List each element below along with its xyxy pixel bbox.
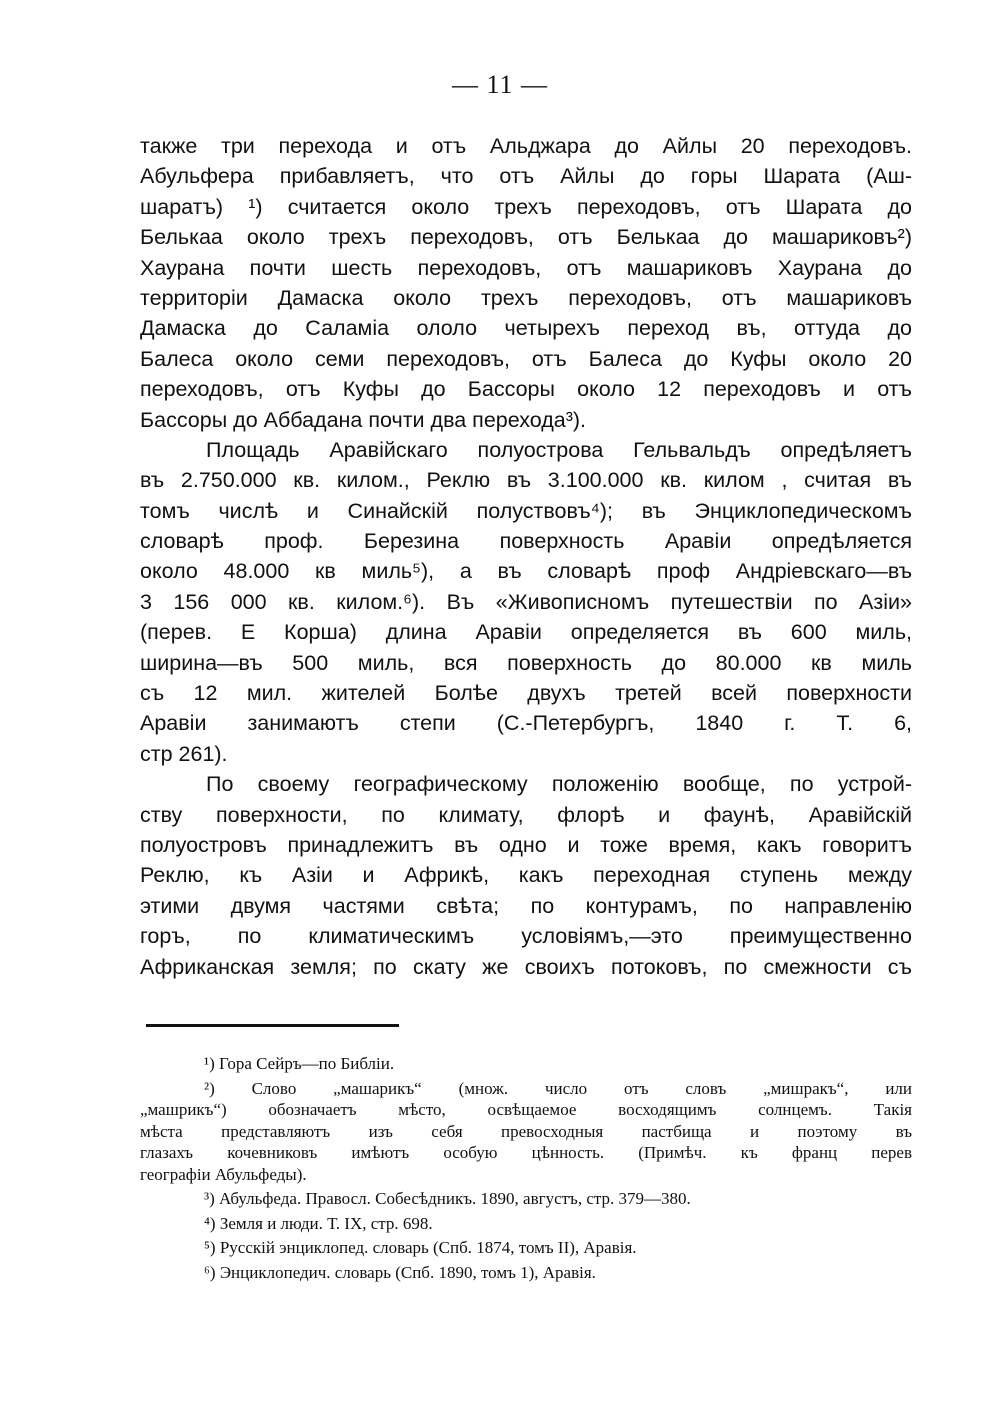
body-line: Бассоры до Аббадана почти два перехода³). [140,407,587,432]
body-line: около 48.000 кв миль⁵), а въ словарѣ проф Андріевскаго—въ [140,559,912,584]
body-line: стр 261). [140,741,228,766]
body-line: этими двумя частями свѣта; по контурамъ, по направленію [140,893,912,918]
body-line: территоріи Дамаска около трехъ переходовъ, отъ машариковъ [140,285,912,310]
body-line: въ 2.750.000 кв. килом., Реклю въ 3.100.000 кв. килом , считая въ [140,468,912,493]
body-line: Реклю, къ Азіи и Африкѣ, какъ переходная ступень между [140,863,912,888]
footnote-line: ⁶) Энциклопедич. словарь (Спб. 1890, томъ 1), Аравія. [204,1262,596,1282]
footnote-line: ²) Слово „машарикъ“ (множ. число отъ словъ „мишракъ“, или [204,1078,912,1098]
body-line: горъ, по климатическимъ условіямъ,—это преимущественно [140,924,912,949]
body-line: Аравіи занимаютъ степи (С.-Петербургъ, 1840 г. Т. 6, [140,711,912,736]
footnote-line: мѣста представляютъ изъ себя превосходныя пастбища и поэтому въ [140,1121,912,1141]
body-line: Дамаска до Саламіа ололо четырехъ переход въ, оттуда до [140,316,912,341]
body-line: полуостровъ принадлежитъ въ одно и тоже время, какъ говоритъ [140,832,912,857]
footnote-line: „машрикъ“) обозначаетъ мѣсто, освѣщаемое восходящимъ солнцемъ. Такія [140,1100,912,1119]
footnote-line: ³) Абульфеда. Правосл. Собесѣдникъ. 1890, августъ, стр. 379—380. [204,1189,691,1208]
footnote-line: ¹) Гора Сейръ—по Библіи. [204,1054,395,1073]
body-line: 3 156 000 кв. килом.⁶). Въ «Живописномъ путешествіи по Азіи» [140,589,912,614]
body-line: Хаурана почти шесть переходовъ, отъ машариковъ Хаурана до [140,255,912,280]
body-line: Белькаа около трехъ переходовъ, отъ Белькаа до машариковъ²) [140,225,912,250]
footnote-line: ⁴) Земля и люди. Т. IX, стр. 698. [204,1213,433,1233]
body-line: Балеса около семи переходовъ, отъ Балеса до Куфы около 20 [140,346,912,371]
body-text [140,131,912,982]
body-line: (перев. Е Корша) длина Аравіи определяется въ 600 миль, [140,620,912,645]
body-line: томъ числѣ и Синайскій полуствовъ⁴); въ Энциклопедическомъ [140,498,912,523]
footnote-divider [146,1024,399,1027]
footnote-line: географіи Абульфеды). [140,1164,307,1184]
body-line: ширина—въ 500 миль, вся поверхность до 80.000 кв миль [140,650,912,675]
body-line: переходовъ, отъ Куфы до Бассоры около 12 переходовъ и отъ [140,377,912,402]
body-line: Абульфера прибавляетъ, что отъ Айлы до горы Шарата (Аш- [140,164,912,189]
page-number: — 11 — [451,70,549,99]
body-line: словарѣ проф. Березина поверхность Аравіи опредѣляется [140,529,912,554]
body-line: шаратъ) ¹) считается около трехъ переходовъ, отъ Шарата до [140,194,912,219]
body-line: съ 12 мил. жителей Болѣе двухъ третей всей поверхности [140,681,912,706]
footnotes [140,1053,912,1283]
body-line: Африканская земля; по скату же своихъ потоковъ, по смежности съ [140,954,912,979]
body-line: ству поверхности, по климату, флорѣ и фаунѣ, Аравійскій [140,802,912,827]
body-line: Площадь Аравійскаго полуострова Гельвальдъ опредѣляетъ [206,437,912,462]
footnote-line: глазахъ кочевниковъ имѣютъ особую цѣнность. (Примѣч. къ франц перев [140,1143,912,1162]
body-line: По своему географическому положенію вообще, по устрой- [206,772,912,797]
body-line: также три перехода и отъ Альджара до Айлы 20 переходовъ. [140,134,912,158]
footnote-line: ⁵) Русскій энциклопед. словарь (Спб. 1874, томъ II), Аравія. [204,1238,637,1257]
